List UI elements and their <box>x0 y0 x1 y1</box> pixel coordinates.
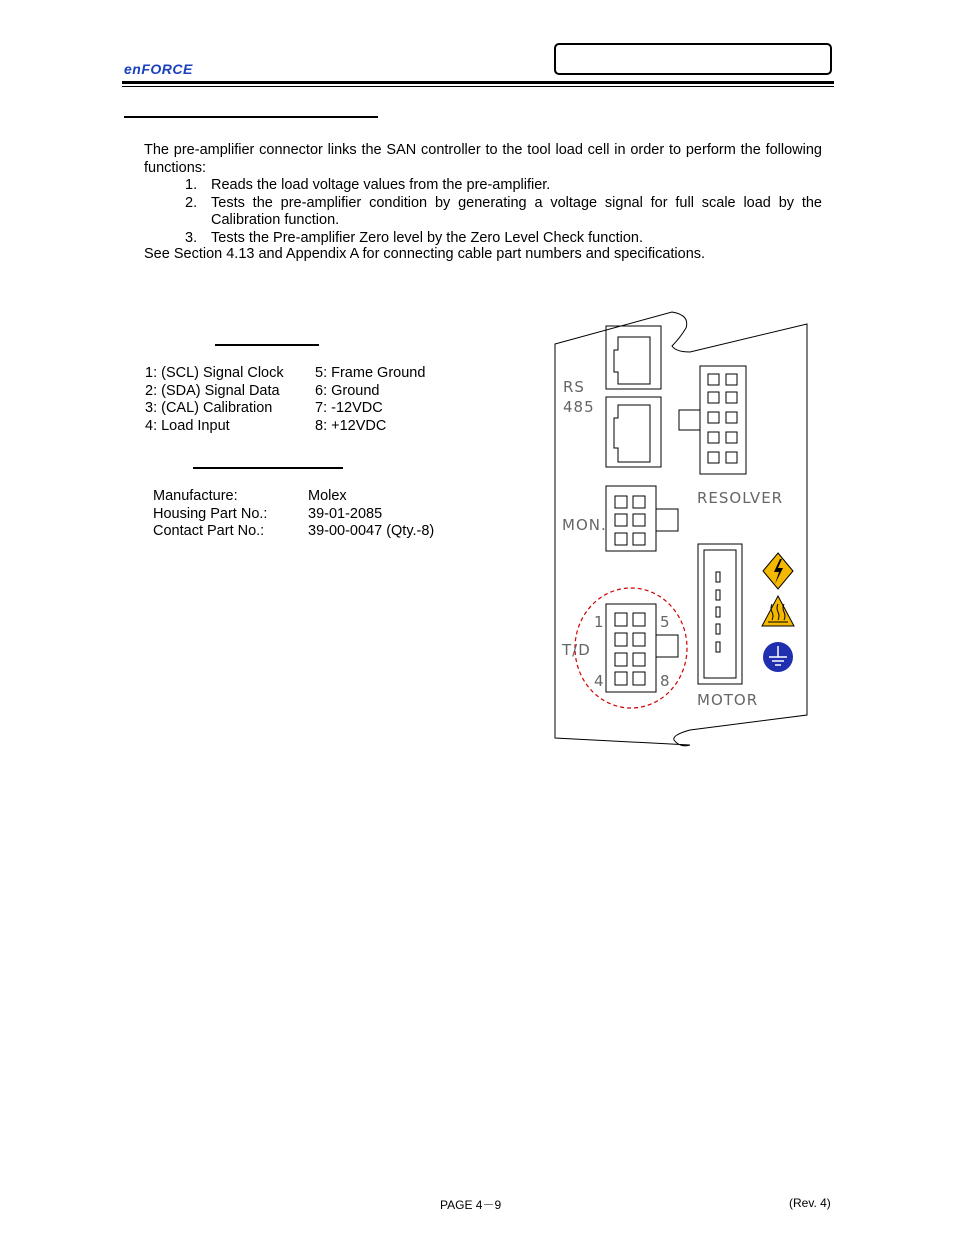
motor-label: MOTOR <box>697 691 759 709</box>
list-item-text: Tests the Pre-amplifier Zero level by the Zero Level Check function. <box>211 229 643 246</box>
revision-label: (Rev. 4) <box>789 1196 831 1210</box>
pin-list-left <box>145 365 315 435</box>
list-item-text: Tests the pre-amplifier condition by generating a voltage signal for full scale load by the Calibration function. <box>211 194 822 228</box>
pin-assignment-heading-rule <box>215 344 319 346</box>
manufacture-label: Manufacture: <box>153 488 238 504</box>
electric-hazard-icon <box>763 553 793 589</box>
page-number: PAGE 4－9 <box>440 1198 502 1212</box>
pin-7: 7: -12VDC <box>315 400 383 416</box>
intro-paragraph: The pre-amplifier connector links the SAN controller to the tool load cell in order to perform the following functions: <box>144 142 822 176</box>
pin-list-right <box>315 365 485 435</box>
contact-part-label: Contact Part No.: <box>153 523 265 539</box>
connector-spec-values <box>308 488 508 541</box>
function-list <box>144 177 822 247</box>
rs-label: RS <box>563 378 585 396</box>
housing-part-label: Housing Part No.: <box>153 505 268 522</box>
pin-1-label: 1 <box>594 613 605 631</box>
contact-part-value: 39-00-0047 (Qty.-8) <box>308 523 435 539</box>
pin-3: 3: (CAL) Calibration <box>145 400 273 416</box>
pin-2: 2: (SDA) Signal Data <box>145 382 280 399</box>
pin-5-label: 5 <box>660 613 671 631</box>
header-rule-thick <box>122 81 834 84</box>
see-also-note: See Section 4.13 and Appendix A for connecting cable part numbers and specifications. <box>144 246 706 262</box>
controller-panel-diagram <box>548 305 814 755</box>
connector-spec-labels <box>153 488 303 541</box>
mon-connector <box>606 486 656 551</box>
header-rule-thin <box>122 86 834 87</box>
resolver-label: RESOLVER <box>697 489 784 507</box>
pin-8-label: 8 <box>660 672 671 690</box>
connector-heading-rule <box>193 467 343 469</box>
enforce-logo: enFORCE <box>124 61 193 77</box>
list-item <box>144 177 822 195</box>
list-item-text: Reads the load voltage values from the pre-amplifier. <box>211 177 551 193</box>
list-item-number: 2. <box>185 194 198 211</box>
td-connector <box>606 604 656 692</box>
resolver-connector <box>700 366 746 474</box>
pin-6: 6: Ground <box>315 382 380 399</box>
rs-num-label: 485 <box>563 398 595 416</box>
mon-label: MON. <box>562 516 607 534</box>
pin-4: 4: Load Input <box>145 417 230 434</box>
header-title-box <box>554 43 832 75</box>
pin-1: 1: (SCL) Signal Clock <box>145 365 284 381</box>
manufacture-value: Molex <box>308 488 347 504</box>
pin-8: 8: +12VDC <box>315 417 387 434</box>
list-item-number: 1. <box>185 177 198 193</box>
housing-part-value: 39-01-2085 <box>308 505 383 522</box>
list-item <box>144 195 822 230</box>
list-item-number: 3. <box>185 229 198 246</box>
td-label: T/D <box>562 641 591 659</box>
section-heading-rule <box>124 116 378 118</box>
list-item <box>144 230 822 248</box>
ground-icon <box>763 642 793 672</box>
pin-4-label: 4 <box>594 672 605 690</box>
pin-5: 5: Frame Ground <box>315 365 426 381</box>
td-highlight-circle <box>575 588 687 708</box>
hot-surface-icon <box>762 596 794 626</box>
